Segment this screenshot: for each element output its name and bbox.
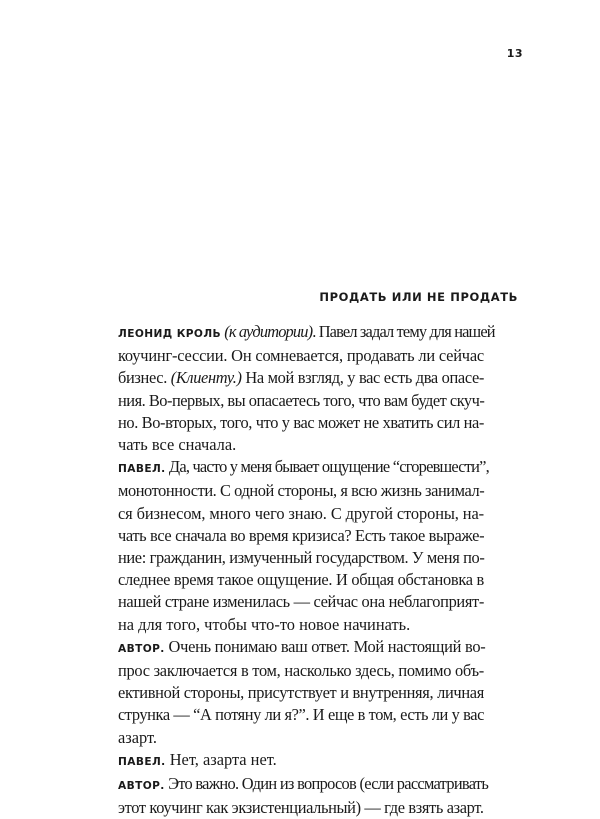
line-text: ся бизнесом, много чего знаю. С другой стороны, на- bbox=[118, 503, 484, 523]
line-text: Да, часто у меня бывает ощущение “сгоревшести”, bbox=[165, 457, 489, 477]
line-text: Это важно. Один из вопросов (если рассматривать bbox=[164, 774, 489, 794]
text-line bbox=[118, 773, 489, 797]
line-text: Нет, азарта нет. bbox=[165, 749, 277, 769]
line-text: чать все сначала. bbox=[118, 435, 237, 455]
line-text: Очень понимаю ваш ответ. Мой настоящий во- bbox=[164, 636, 486, 656]
text-line bbox=[118, 456, 489, 480]
dialogue-paragraph bbox=[118, 321, 495, 456]
line-text: на для того, чтобы что-то новое начинать. bbox=[118, 614, 411, 634]
line-text: этот коучинг как экзистенциальный) — где взять азарт. bbox=[118, 798, 484, 818]
text-line bbox=[118, 660, 484, 682]
line-text: ективной стороны, присутствует и внутренняя, личная bbox=[118, 683, 484, 703]
text-line bbox=[118, 367, 484, 389]
dialogue-paragraph bbox=[118, 456, 489, 636]
stage-remark: (к аудитории) bbox=[224, 322, 313, 341]
text-line bbox=[118, 412, 484, 434]
text-line bbox=[118, 682, 484, 704]
speaker-name: ПАВЕЛ. bbox=[118, 755, 166, 768]
dialogue-paragraph bbox=[118, 773, 489, 819]
line-text: нашей стране изменилась — сейчас она неблагоприят- bbox=[118, 592, 484, 612]
speaker-name: АВТОР. bbox=[118, 780, 165, 793]
text-line bbox=[118, 614, 484, 636]
line-text: чать все сначала во время кризиса? Есть такое выраже- bbox=[118, 525, 485, 545]
text-line bbox=[118, 591, 484, 613]
text-line bbox=[118, 321, 495, 345]
speaker-name: ЛЕОНИД КРОЛЬ bbox=[118, 328, 221, 340]
dialogue-paragraph bbox=[118, 636, 484, 749]
text-line bbox=[118, 569, 484, 591]
line-text: ния. Во-первых, вы опасаетесь того, что вам будет скуч- bbox=[118, 390, 485, 410]
text-line bbox=[118, 547, 484, 569]
line-text: но. Во-вторых, того, что у вас может не хватить сил на- bbox=[118, 412, 484, 432]
text-line bbox=[118, 727, 484, 749]
text-line bbox=[118, 480, 484, 502]
line-text: следнее время такое ощущение. И общая обстановка в bbox=[118, 570, 484, 590]
line-text: азарт. bbox=[118, 727, 158, 747]
section-title: ПРОДАТЬ ИЛИ НЕ ПРОДАТЬ bbox=[319, 290, 518, 304]
speaker-name: ПАВЕЛ. bbox=[118, 463, 166, 476]
text-line bbox=[118, 345, 484, 367]
text-line bbox=[118, 503, 484, 525]
speaker-name: АВТОР. bbox=[118, 642, 165, 655]
line-text: струнка — “А потяну ли я?”. И еще в том, есть ли у вас bbox=[118, 705, 484, 725]
text-line bbox=[118, 390, 484, 412]
text-line bbox=[118, 525, 484, 547]
line-text: бизнес. bbox=[118, 368, 171, 388]
stage-remark: (Клиенту.) bbox=[170, 368, 242, 388]
line-text: На мой взгляд, у вас есть два опасе- bbox=[241, 368, 484, 388]
page-number: 13 bbox=[506, 47, 523, 60]
line-text: . Павел задал тему для нашей bbox=[312, 322, 495, 341]
text-line bbox=[118, 797, 484, 819]
body-text bbox=[118, 321, 495, 819]
text-line bbox=[118, 749, 484, 773]
text-line bbox=[118, 434, 484, 456]
text-line bbox=[118, 704, 484, 726]
line-text: коучинг-сессии. Он сомневается, продавать ли сейчас bbox=[118, 346, 484, 366]
dialogue-paragraph bbox=[118, 749, 484, 773]
line-text: ние: гражданин, измученный государством. У меня по- bbox=[118, 548, 485, 568]
text-line bbox=[118, 636, 484, 660]
line-text: монотонности. С одной стороны, я всю жизнь занимал- bbox=[118, 481, 485, 501]
line-text: прос заключается в том, насколько здесь, помимо объ- bbox=[118, 661, 484, 681]
